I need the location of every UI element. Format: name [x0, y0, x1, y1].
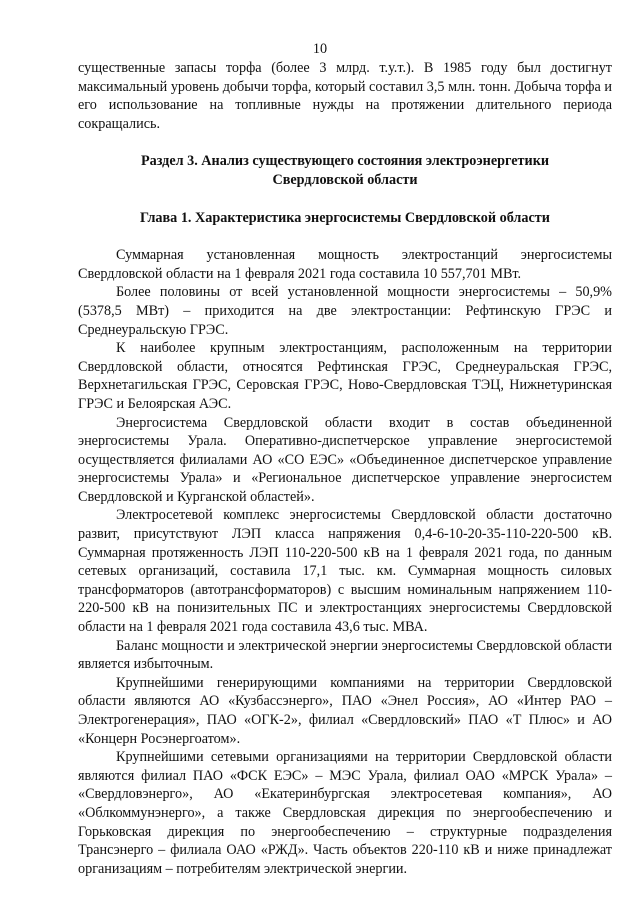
- paragraph-energy-system: Энергосистема Свердловской области входит в состав объединенной энергосистемы Урала. Оперативно-диспетчерское управление энергосистемой осуществляется филиалами АО «СО ЕЭС» «Объединенное диспетчерское управление энергосистемы Урала» и «Региональное диспетчерское управление энергосистем Свердловской и Курганской областей».: [78, 414, 612, 505]
- section-title-line-1: Раздел 3. Анализ существующего состояния электроэнергетики: [140, 153, 550, 170]
- paragraph-capacity-share: Более половины от всей установленной мощности энергосистемы – 50,9% (5378,5 МВт) – приходится на две электростанции: Рефтинскую ГРЭС и Среднеуральскую ГРЭС.: [78, 284, 612, 338]
- paragraph-grid-complex: Электросетевой комплекс энергосистемы Свердловской области достаточно развит, присутствуют ЛЭП класса напряжения 0,4-6-10-20-35-110-220-500 кВ. Суммарная протяженность ЛЭП 110-220-500 кВ на 1 февраля 2021 года, по данным сетевых организаций, составила 17,1 тыс. км. Суммарная мощность силовых трансформаторов (автотрансформаторов) с высшим номинальным напряжением 110-220-500 кВ на понизительных ПС и электростанциях энергосистемы Свердловской области на 1 февраля 2021 года составила 43,6 тыс. МВА.: [78, 507, 612, 636]
- section-title-line-2: Свердловской области: [272, 171, 418, 188]
- paragraph-balance: Баланс мощности и электрической энергии энергосистемы Свердловской области является избыточным.: [78, 637, 612, 673]
- section-title: [78, 152, 612, 189]
- chapter-title: Глава 1. Характеристика энергосистемы Свердловской области: [140, 209, 550, 226]
- paragraph-grid-organizations: Крупнейшими сетевыми организациями на территории Свердловской области являются филиал ПАО «ФСК ЕЭС» – МЭС Урала, филиал ОАО «МРСК Урала» – «Свердловэнерго», АО «Екатеринбургская электросетевая компания», АО «Облкоммунэнерго», а также Свердловская дирекция по энергообеспечению и Горьковская дирекция по энергообеспечению – структурные подразделения Трансэнерго – филиала ОАО «РЖД». Часть объектов 220-110 кВ и ниже принадлежат организациям – потребителям электрической энергии.: [78, 749, 612, 877]
- paragraph-generating-companies: Крупнейшими генерирующими компаниями на территории Свердловской области являются АО «Кузбассэнерго», ПАО «Энел Россия», АО «Интер РАО – Электрогенерация», ПАО «ОГК-2», филиал «Свердловский» ПАО «Т Плюс» и АО «Концерн Росэнергоатом».: [78, 674, 612, 747]
- paragraph-installed-capacity: Суммарная установленная мощность электростанций энергосистемы Свердловской области на 1 февраля 2021 года составила 10 557,701 МВт.: [78, 247, 612, 282]
- page-content: [78, 59, 612, 878]
- paragraph-largest-stations: К наиболее крупным электростанциям, расположенным на территории Свердловской области, относятся Рефтинская ГРЭС, Среднеуральская ГРЭС, Верхнетагильская ГРЭС, Серовская ГРЭС, Ново-Свердловская ТЭЦ, Нижнетуринская ГРЭС и Белоярская АЭС.: [78, 340, 612, 412]
- intro-paragraph: существенные запасы торфа (более 3 млрд. т.у.т.). В 1985 году был достигнут максимальный уровень добычи торфа, который составил 3,5 млн. тонн. Добыча торфа и его использование на топливные нужды на протяжении длительного периода сокращались.: [78, 60, 612, 132]
- page-number: 10: [312, 41, 328, 57]
